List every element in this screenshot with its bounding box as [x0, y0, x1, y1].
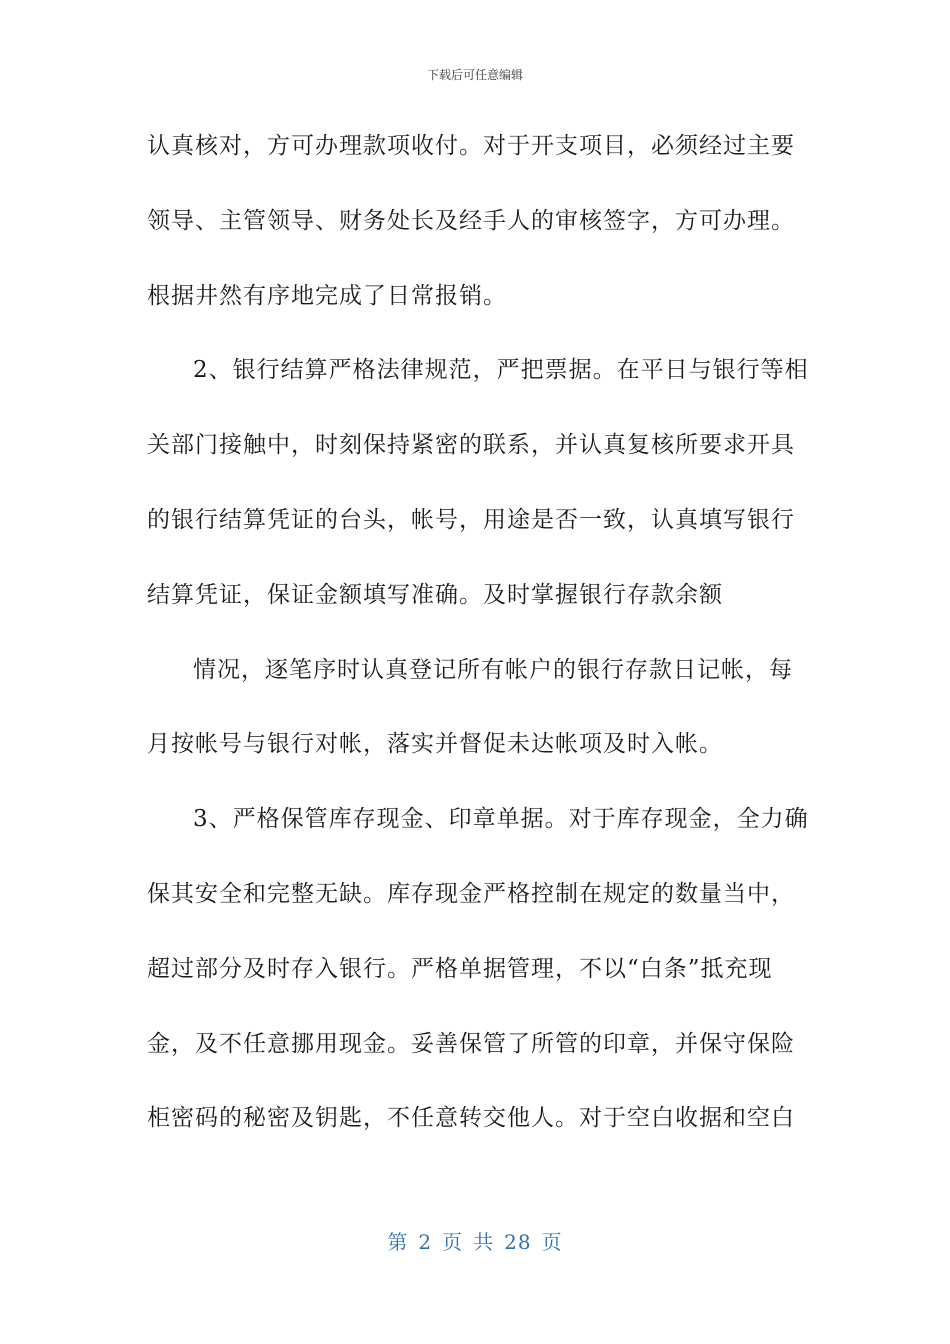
- text-line: 认真核对，方可办理款项收付。对于开支项目，必须经过主要: [147, 133, 795, 159]
- text-line: 保其安全和完整无缺。库存现金严格控制在规定的数量当中，: [147, 880, 795, 907]
- text-line: 超过部分及时存入银行。严格单据管理，不以“白条”抵充现: [147, 955, 773, 982]
- text-line: 金，及不任意挪用现金。妥善保管了所管的印章，并保守保险: [147, 1030, 795, 1057]
- footer-label-ye: 页: [442, 1230, 464, 1254]
- page-footer: [0, 1226, 950, 1255]
- footer-label-gong: 共: [473, 1230, 495, 1254]
- page-header: 下载后可任意编辑: [426, 68, 523, 82]
- paragraph-start-line: 情况，逐笔序时认真登记所有帐户的银行存款日记帐，每: [193, 656, 793, 683]
- footer-label-di: 第: [387, 1230, 409, 1254]
- text-line: 领导、主管领导、财务处长及经手人的审核签字，方可办理。: [147, 207, 795, 234]
- text-line: 关部门接触中，时刻保持紧密的联系，并认真复核所要求开具: [147, 432, 795, 459]
- text-line: 根据井然有序地完成了日常报销。: [147, 282, 507, 309]
- footer-label-ye-end: 页: [541, 1230, 563, 1254]
- text-line: 月按帐号与银行对帐，落实并督促未达帐项及时入帐。: [147, 731, 723, 758]
- paragraph-start-line: 3、严格保管库存现金、印章单据。对于库存现金，全力确: [193, 806, 809, 833]
- text-line: 的银行结算凭证的台头，帐号，用途是否一致，认真填写银行: [147, 506, 795, 533]
- document-body: [147, 120, 807, 1167]
- total-page-number: 28: [504, 1230, 532, 1254]
- paragraph-start-line: 2、银行结算严格法律规范，严把票据。在平日与银行等相: [193, 357, 809, 384]
- text-line: 结算凭证，保证金额填写准确。及时掌握银行存款余额: [147, 581, 723, 608]
- text-line: 柜密码的秘密及钥匙，不任意转交他人。对于空白收据和空白: [147, 1105, 795, 1132]
- current-page-number: 2: [418, 1230, 433, 1254]
